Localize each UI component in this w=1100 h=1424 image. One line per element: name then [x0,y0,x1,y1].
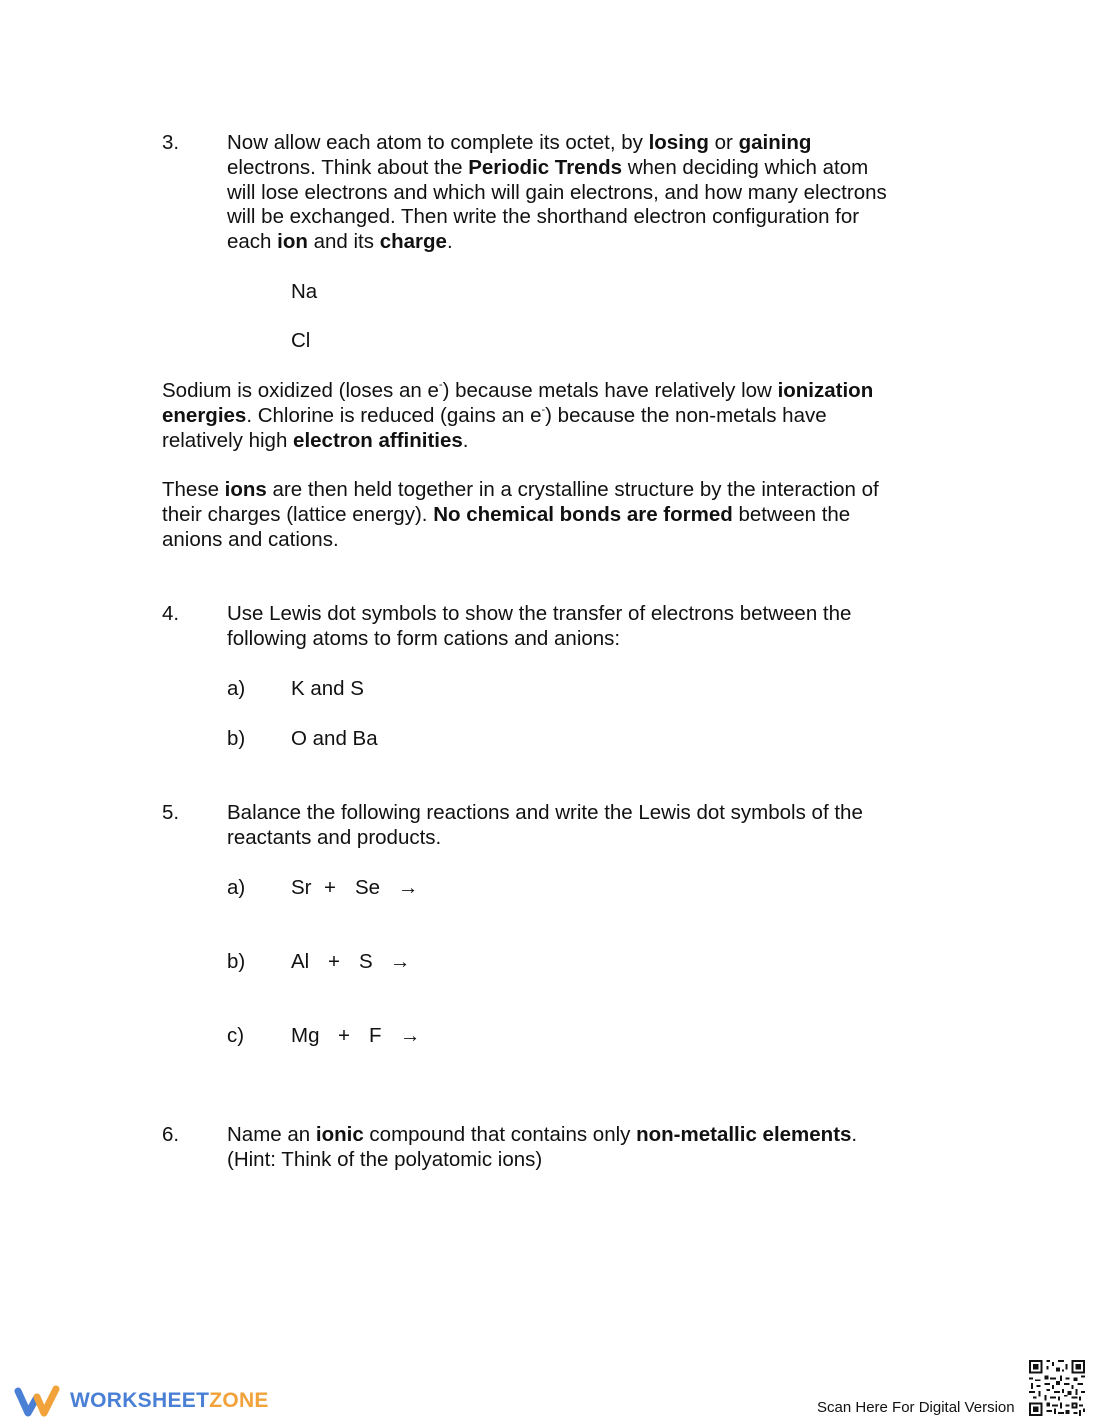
q5-a-label: a) [227,876,246,899]
q5-c-reactant-1: Mg [291,1024,320,1047]
q5-a-reactant-1: Sr [291,876,312,899]
q4-a-label: a) [227,677,246,700]
q5-b-reactant-2: S [359,950,373,973]
q3-chlorine-label: Cl [291,329,311,352]
p2-line-2: their charges (lattice energy). No chemical bonds are formed between the [162,502,851,526]
scan-for-digital-version-text: Scan Here For Digital Version [817,1399,1015,1416]
q4-b-text: O and Ba [291,727,378,750]
question-6-text [227,1123,937,1173]
q5-a-arrow: → [398,876,419,899]
q5-c-arrow: → [400,1024,421,1047]
q3-line-1: Now allow each atom to complete its octet, by losing or gaining [227,131,812,154]
q6-line-2: (Hint: Think of the polyatomic ions) [227,1147,543,1171]
explanation-paragraph-2 [162,478,937,552]
q5-c-plus: + [338,1024,350,1047]
q5-c-reactant-2: F [369,1024,382,1047]
q6-line-1: Name an ionic compound that contains only non-metallic elements. [227,1123,858,1146]
q5-a-reactant-2: Se [355,876,381,899]
q4-a-text: K and S [291,677,364,700]
q3-line-4: will be exchanged. Then write the shorthand electron configuration for [227,205,860,229]
brand-name: WORKSHEETZONE [70,1388,269,1412]
q4-b-label: b) [227,727,246,750]
explanation-paragraph-1 [162,379,937,453]
p1-line-1: Sodium is oxidized (loses an e-) because metals have relatively low ionization [162,379,874,402]
q5-b-reactant-1: Al [291,950,310,973]
question-5-text [227,801,937,851]
question-3-text [227,131,937,255]
q5-b-arrow: → [390,950,411,973]
question-4-number: 4. [162,602,180,625]
question-5-number: 5. [162,801,180,824]
worksheetzone-logo[interactable] [14,1383,269,1419]
p1-line-3: relatively high electron affinities. [162,428,469,452]
p1-line-2: energies. Chlorine is reduced (gains an e-) because the non-metals have [162,403,827,427]
q5-b-plus: + [328,950,340,973]
question-3-number: 3. [162,131,180,154]
q3-line-2: electrons. Think about the Periodic Trends when deciding which atom [227,155,869,179]
p2-line-3: anions and cations. [162,527,339,551]
q3-line-3: will lose electrons and which will gain electrons, and how many electrons [227,180,887,204]
q5-c-label: c) [227,1024,245,1047]
worksheetzone-w-icon [14,1383,60,1419]
q5-b-label: b) [227,950,246,973]
qr-code-icon[interactable] [1029,1360,1085,1416]
q3-sodium-label: Na [291,280,318,303]
question-6-number: 6. [162,1123,180,1146]
q4-line-1: Use Lewis dot symbols to show the transfer of electrons between the [227,602,852,625]
q5-line-1: Balance the following reactions and write the Lewis dot symbols of the [227,801,863,824]
q3-line-5: each ion and its charge. [227,230,453,254]
q5-line-2: reactants and products. [227,825,442,849]
p2-line-1: These ions are then held together in a crystalline structure by the interaction of [162,478,879,501]
q4-line-2: following atoms to form cations and anions: [227,626,621,650]
q5-a-plus: + [324,876,336,899]
question-4-text [227,602,937,652]
